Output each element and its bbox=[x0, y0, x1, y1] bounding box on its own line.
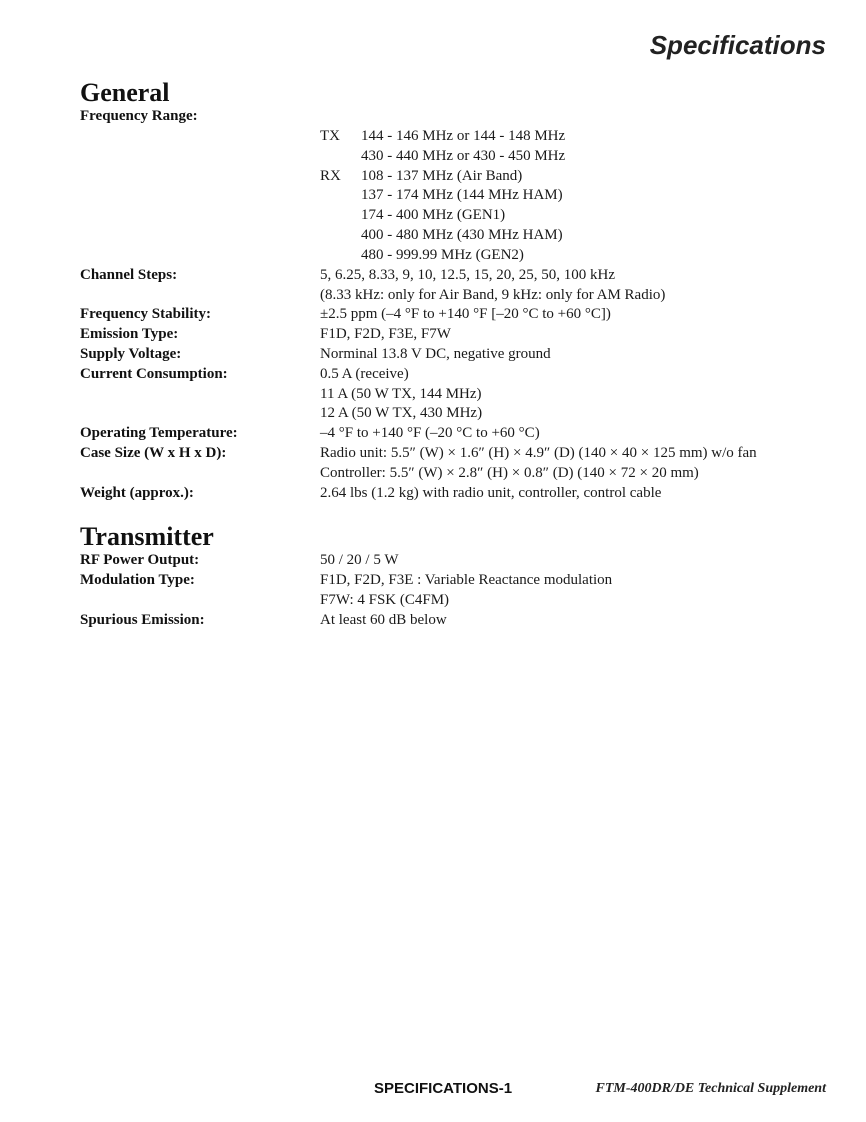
emission-type-value: F1D, F2D, F3E, F7W bbox=[320, 326, 451, 342]
modulation-type-label: Modulation Type: bbox=[80, 572, 195, 588]
current-consumption-value-1: 0.5 A (receive) bbox=[320, 366, 409, 382]
current-consumption-label: Current Consumption: bbox=[80, 366, 228, 382]
rx-range-3: 174 - 400 MHz (GEN1) bbox=[361, 207, 506, 223]
weight-label: Weight (approx.): bbox=[80, 485, 194, 501]
channel-steps-value: 5, 6.25, 8.33, 9, 10, 12.5, 15, 20, 25, 50, 100 kHz bbox=[320, 267, 615, 283]
rf-power-output-label: RF Power Output: bbox=[80, 552, 200, 568]
emission-type-label: Emission Type: bbox=[80, 326, 179, 342]
rf-power-output-value: 50 / 20 / 5 W bbox=[320, 552, 399, 568]
case-size-label: Case Size (W x H x D): bbox=[80, 445, 227, 461]
operating-temperature-label: Operating Temperature: bbox=[80, 425, 238, 441]
tx-range-1: 144 - 146 MHz or 144 - 148 MHz bbox=[361, 128, 566, 144]
channel-steps-note: (8.33 kHz: only for Air Band, 9 kHz: only for AM Radio) bbox=[320, 287, 666, 303]
tx-tag: TX bbox=[320, 128, 340, 144]
spurious-emission-value: At least 60 dB below bbox=[320, 612, 447, 628]
supply-voltage-label: Supply Voltage: bbox=[80, 346, 182, 362]
weight-value: 2.64 lbs (1.2 kg) with radio unit, controller, control cable bbox=[320, 485, 662, 501]
frequency-range-label: Frequency Range: bbox=[80, 108, 198, 124]
modulation-type-value-1: F1D, F2D, F3E : Variable Reactance modulation bbox=[320, 572, 613, 588]
channel-steps-label: Channel Steps: bbox=[80, 267, 178, 283]
frequency-stability-label: Frequency Stability: bbox=[80, 306, 211, 322]
operating-temperature-value: –4 °F to +140 °F (–20 °C to +60 °C) bbox=[320, 425, 540, 441]
rx-tag: RX bbox=[320, 168, 341, 184]
rx-range-4: 400 - 480 MHz (430 MHz HAM) bbox=[361, 227, 563, 243]
section-heading-transmitter: Transmitter bbox=[80, 522, 214, 551]
supply-voltage-value: Norminal 13.8 V DC, negative ground bbox=[320, 346, 551, 362]
current-consumption-value-3: 12 A (50 W TX, 430 MHz) bbox=[320, 405, 483, 421]
case-size-radio-unit: Radio unit: 5.5″ (W) × 1.6″ (H) × 4.9″ (D) (140 × 40 × 125 mm) w/o fan bbox=[320, 445, 757, 461]
spurious-emission-label: Spurious Emission: bbox=[80, 612, 205, 628]
case-size-controller: Controller: 5.5″ (W) × 2.8″ (H) × 0.8″ (D) (140 × 72 × 20 mm) bbox=[320, 465, 699, 481]
current-consumption-value-2: 11 A (50 W TX, 144 MHz) bbox=[320, 386, 482, 402]
footer-document-name: FTM-400DR/DE Technical Supplement bbox=[595, 1081, 826, 1096]
tx-range-2: 430 - 440 MHz or 430 - 450 MHz bbox=[361, 148, 566, 164]
footer-page-label: SPECIFICATIONS-1 bbox=[374, 1080, 513, 1097]
page-title: Specifications bbox=[649, 30, 826, 60]
rx-range-1: 108 - 137 MHz (Air Band) bbox=[361, 168, 523, 184]
rx-range-2: 137 - 174 MHz (144 MHz HAM) bbox=[361, 187, 563, 203]
frequency-stability-value: ±2.5 ppm (–4 °F to +140 °F [–20 °C to +60 °C]) bbox=[320, 306, 611, 322]
modulation-type-value-2: F7W: 4 FSK (C4FM) bbox=[320, 592, 450, 608]
rx-range-5: 480 - 999.99 MHz (GEN2) bbox=[361, 247, 524, 263]
section-heading-general: General bbox=[80, 78, 170, 107]
